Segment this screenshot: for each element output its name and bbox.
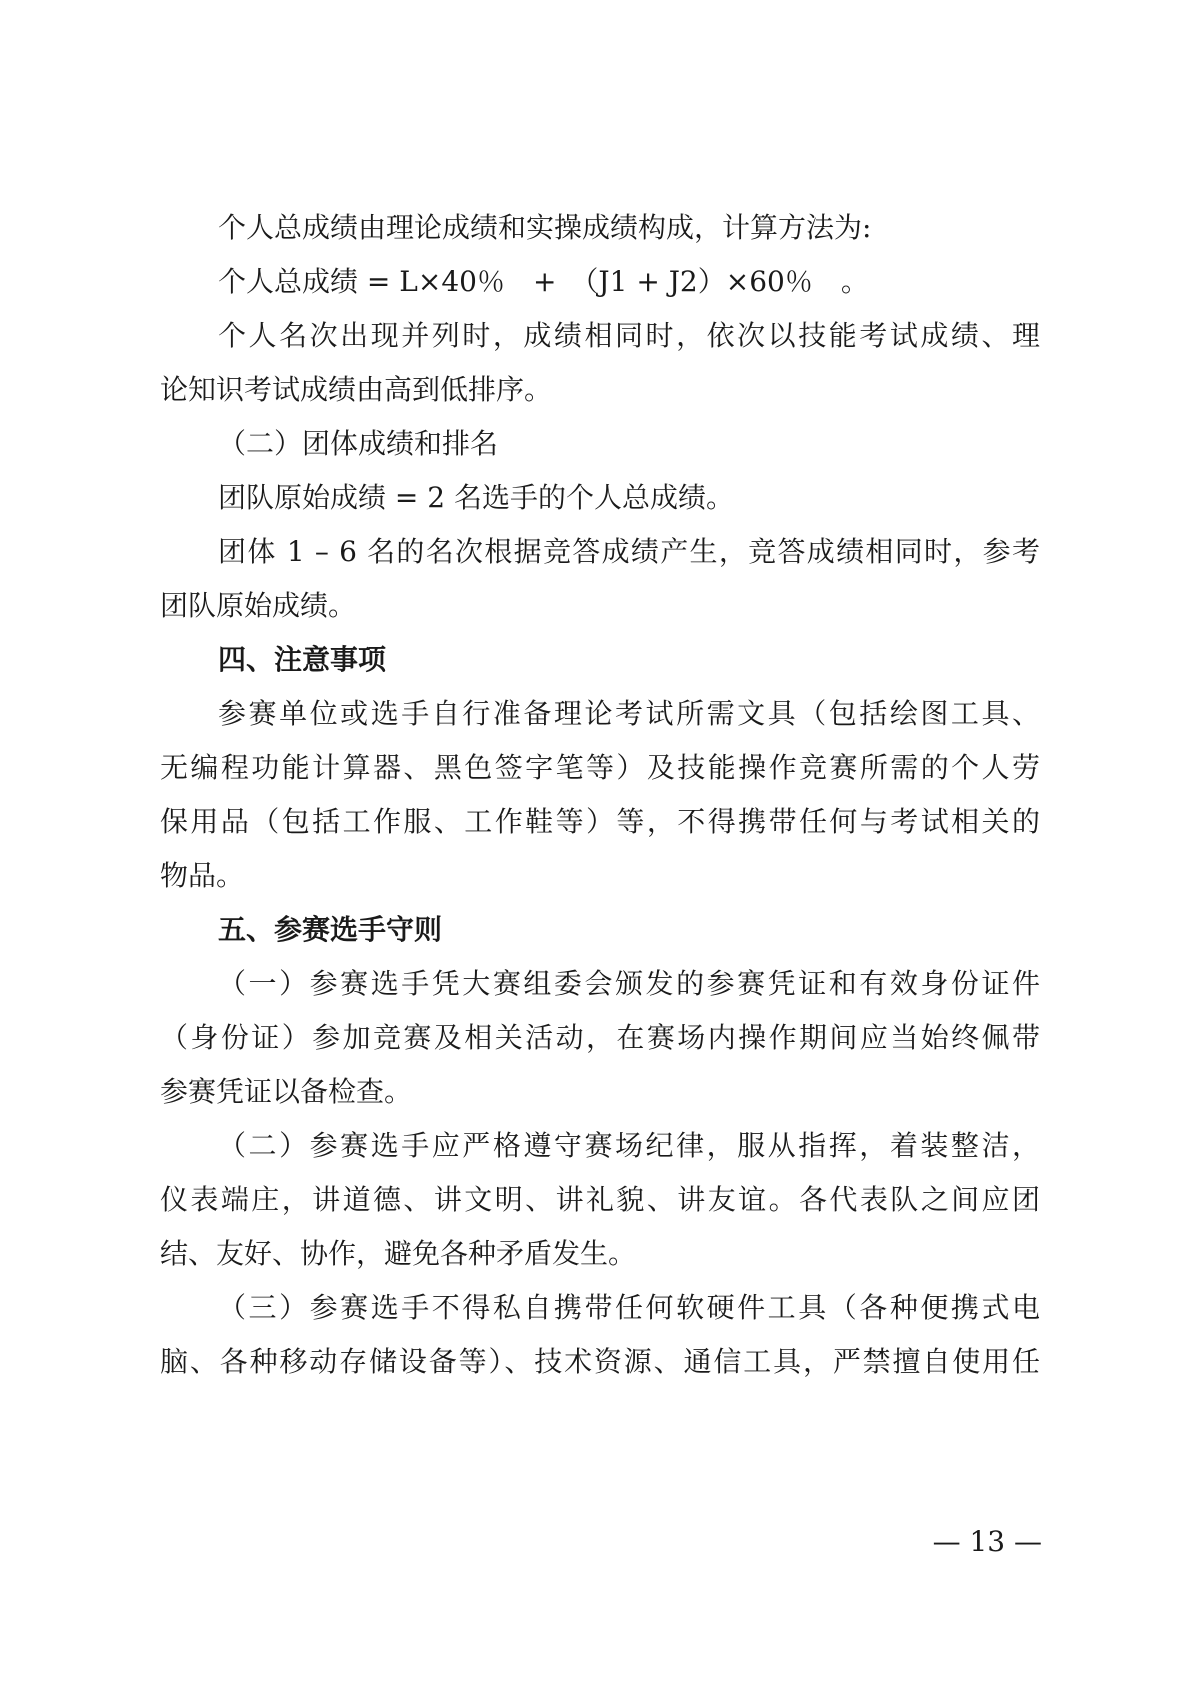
text-line: 个人名次出现并列时，成绩相同时，依次以技能考试成绩、理	[218, 319, 1040, 352]
text-line: 参赛凭证以备检查。	[160, 1075, 413, 1108]
text-line: 无编程功能计算器、黑色签字笔等）及技能操作竞赛所需的个人劳	[160, 751, 1040, 784]
text-line: 参赛单位或选手自行准备理论考试所需文具（包括绘图工具、	[218, 697, 1040, 730]
text-line: 仪表端庄，讲道德、讲文明、讲礼貌、讲友谊。各代表队之间应团	[160, 1183, 1040, 1216]
text-line: 论知识考试成绩由高到低排序。	[160, 373, 553, 406]
text-line: （身份证）参加竞赛及相关活动，在赛场内操作期间应当始终佩带	[160, 1021, 1040, 1054]
section-heading: 四、注意事项	[218, 643, 387, 676]
formula-line: 个人总成绩 = L×40％ + （J1 + J2）×60％ 。	[218, 265, 869, 298]
text-line: 保用品（包括工作服、工作鞋等）等，不得携带任何与考试相关的	[160, 805, 1040, 838]
text-line: 物品。	[160, 859, 245, 892]
text-line: 个人总成绩由理论成绩和实操成绩构成，计算方法为:	[218, 211, 872, 244]
text-line: （三）参赛选手不得私自携带任何软硬件工具（各种便携式电	[218, 1291, 1040, 1324]
text-line: （二）参赛选手应严格遵守赛场纪律，服从指挥，着装整洁，	[218, 1129, 1040, 1162]
text-line: 结、友好、协作，避免各种矛盾发生。	[160, 1237, 637, 1270]
section-heading: 五、参赛选手守则	[218, 913, 443, 946]
text-line: 团队原始成绩。	[160, 589, 357, 622]
text-line: （一）参赛选手凭大赛组委会颁发的参赛凭证和有效身份证件	[218, 967, 1040, 1000]
text-line: 团队原始成绩 = 2 名选手的个人总成绩。	[218, 481, 734, 514]
page-number: — 13 —	[932, 1525, 1042, 1558]
subheading: （二）团体成绩和排名	[218, 427, 499, 460]
text-line: 团体 1 – 6 名的名次根据竞答成绩产生，竞答成绩相同时，参考	[218, 535, 1040, 568]
text-line: 脑、各种移动存储设备等）、技术资源、通信工具，严禁擅自使用任	[160, 1345, 1040, 1378]
